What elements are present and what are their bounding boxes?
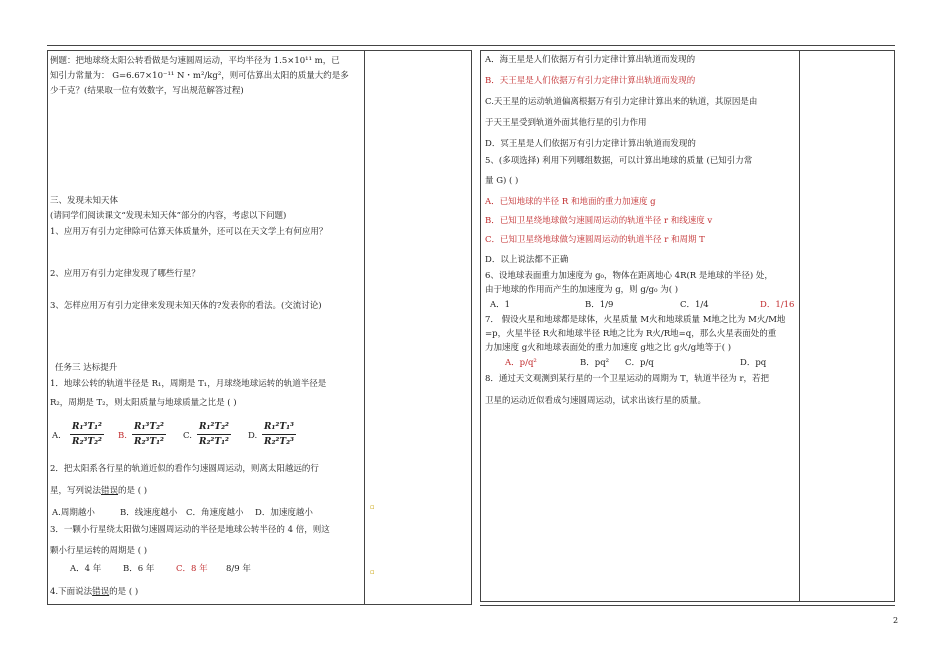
p1-option-b-fraction <box>132 421 166 448</box>
question-8-line-2: 卫星的运动近似看成匀速圆周运动，试求出该行星的质量。 <box>485 396 707 406</box>
q5-option-d: D．以上说法都不正确 <box>485 255 569 265</box>
question-8-line-1: 8．通过天文观测到某行星的一个卫星运动的周期为 T，轨道半径为 r，若把 <box>485 374 770 384</box>
fraction-denominator: R₂²T₂³ <box>264 437 294 447</box>
example-line-1: 例题：把地球绕太阳公转看做是匀速圆周运动，平均半径为 1.5×10¹¹ m，已 <box>50 56 340 66</box>
p3-option-c: C．8 年 <box>176 564 208 574</box>
left-table-divider <box>364 51 365 604</box>
q7-option-c: C．p/q <box>625 358 654 368</box>
fraction-bar <box>132 434 166 435</box>
p2-underline: 错误 <box>101 486 119 496</box>
p4-head: 4.下面说法 <box>50 587 93 597</box>
q6-option-d: D．1/16 <box>760 300 795 310</box>
fraction-bar <box>197 434 231 435</box>
question-5-line-2: 量 G) ( ) <box>485 176 519 186</box>
opt-top-d: D．冥王星是人们依据万有引力定律计算出轨道而发现的 <box>485 139 696 149</box>
p3-option-a: A．4 年 <box>70 564 102 574</box>
question-6-line-2: 由于地球的作用而产生的加速度为 g，则 g/g₀ 为( ) <box>485 285 679 295</box>
p2-head: 星，写列说法 <box>50 486 102 496</box>
q5-option-c: C．已知卫星绕地球做匀速圆周运动的轨道半径 r 和周期 T <box>485 235 705 245</box>
q7-option-b: B．pq² <box>580 358 610 368</box>
fraction-denominator: R₂³T₁² <box>134 437 164 447</box>
fraction-numerator: R₁³T₁² <box>72 422 102 432</box>
example-line-3: 少千克？(结果取一位有效数字，写出规范解答过程) <box>50 86 244 96</box>
question-3: 3、怎样应用万有引力定律来发现未知天体的?发表你的看法。(交流讨论) <box>50 301 322 311</box>
question-7-line-3: 力加速度 g火和地球表面处的重力加速度 g地之比 g火/g地等于( ) <box>485 343 732 353</box>
right-table <box>480 50 895 602</box>
problem-1-line-1: 1．地球公转的轨道半径是 R₁，周期是 T₁，月球绕地球运转的轨道半径是 <box>50 379 327 389</box>
question-1: 1、应用万有引力定律除可估算天体质量外，还可以在天文学上有何应用？ <box>50 227 328 237</box>
opt-top-a: A．海王星是人们依据万有引力定律计算出轨道而发现的 <box>485 55 696 65</box>
p1-option-a-label: A. <box>52 431 61 441</box>
opt-top-c-line-2: 于天王星受到轨道外面其他行星的引力作用 <box>485 118 647 128</box>
q6-option-c: C．1/4 <box>680 300 709 310</box>
p2-option-b: B．线速度越小 <box>120 508 178 518</box>
problem-3-line-2: 颗小行星运转的周期是 ( ) <box>50 546 148 556</box>
section3-intro: (请同学们阅读课文“发现未知天体”部分的内容，考虑以下问题) <box>50 211 287 221</box>
problem-1-line-2: R₂，周期是 T₂，则太阳质量与地球质量之比是 ( ) <box>50 398 237 408</box>
p3-option-b: B．6 年 <box>123 564 155 574</box>
p1-option-a-fraction <box>70 421 104 448</box>
opt-top-b-text: B．天王星是人们依据万有引力定律计算出轨道而发现的 <box>485 76 696 86</box>
problem-2-line-2 <box>50 485 147 497</box>
margin-dot-mark: ▫ <box>370 503 375 511</box>
question-2: 2、应用万有引力定律发现了哪些行星？ <box>50 269 200 279</box>
example-line-2: 知引力常量为： G=6.67×10⁻¹¹ N・m²/kg²，则可估算出太阳的质量大约是多 <box>50 71 349 81</box>
q5-option-b: B．已知卫星绕地球做匀速圆周运动的轨道半径 r 和线速度 v <box>485 216 713 226</box>
question-6-line-1: 6、设地球表面重力加速度为 g₀，物体在距离地心 4R(R 是地球的半径) 处， <box>485 271 773 281</box>
p3-option-d: 8/9 年 <box>226 564 251 574</box>
task3-title: 任务三 达标提升 <box>55 363 118 373</box>
margin-dot-mark: ▫ <box>370 568 375 576</box>
p1-option-d-fraction <box>262 421 296 448</box>
p1-option-d-label: D. <box>248 431 258 441</box>
p4-underline: 错误 <box>92 587 110 597</box>
p4-tail: 的是 ( ) <box>109 587 139 597</box>
q5-option-a: A．已知地球的半径 R 和地面的重力加速度 g <box>485 197 656 207</box>
question-7-line-2: =p，火星半径 R火和地球半径 R地之比为 R火/R地=q，那么火星表面处的重 <box>485 329 777 339</box>
fraction-bar <box>262 434 296 435</box>
fraction-numerator: R₁²T₁³ <box>264 422 294 432</box>
fraction-denominator: R₂²T₁² <box>199 437 229 447</box>
bottom-rule <box>480 605 895 606</box>
p1-option-c-label: C. <box>183 431 192 441</box>
fraction-numerator: R₁²T₂² <box>199 422 229 432</box>
question-5-line-1: 5、(多项选择) 利用下列哪组数据，可以计算出地球的质量 (已知引力常 <box>485 156 753 166</box>
q7-option-a: A．p/q² <box>505 358 537 368</box>
q6-option-a: A．1 <box>490 300 511 310</box>
top-rule <box>47 45 895 46</box>
opt-top-b <box>485 75 695 87</box>
right-table-divider <box>799 51 800 601</box>
fraction-numerator: R₁³T₂² <box>134 422 164 432</box>
problem-2-line-1: 2．把太阳系各行星的轨道近似的看作匀速圆周运动，则离太阳越远的行 <box>50 464 319 474</box>
p1-option-c-fraction <box>197 421 231 448</box>
q6-option-b: B．1/9 <box>585 300 614 310</box>
page-number: 2 <box>893 616 899 625</box>
p1-option-b-label: B. <box>118 431 127 441</box>
fraction-denominator: R₂³T₂² <box>72 437 102 447</box>
section3-title: 三、发现未知天体 <box>50 196 119 206</box>
problem-3-line-1: 3．一颗小行星绕太阳做匀速圆周运动的半径是地球公转半径的 4 倍，则这 <box>50 525 330 535</box>
opt-top-c-line-1: C.天王星的运动轨道偏离根据万有引力定律计算出来的轨道，其原因是由 <box>485 97 758 107</box>
p2-tail: 的是 ( ) <box>118 486 148 496</box>
problem-4-line <box>50 586 138 598</box>
p2-option-c: C．角速度越小 <box>186 508 244 518</box>
p2-option-a: A.周期越小 <box>52 508 95 518</box>
fraction-bar <box>70 434 104 435</box>
q7-option-d: D．pq <box>740 358 767 368</box>
p2-option-d: D．加速度越小 <box>255 508 313 518</box>
question-7-line-1: 7． 假设火星和地球都是球体，火星质量 M火和地球质量 M地之比为 M火/M地 <box>485 315 786 325</box>
left-table <box>47 50 472 605</box>
